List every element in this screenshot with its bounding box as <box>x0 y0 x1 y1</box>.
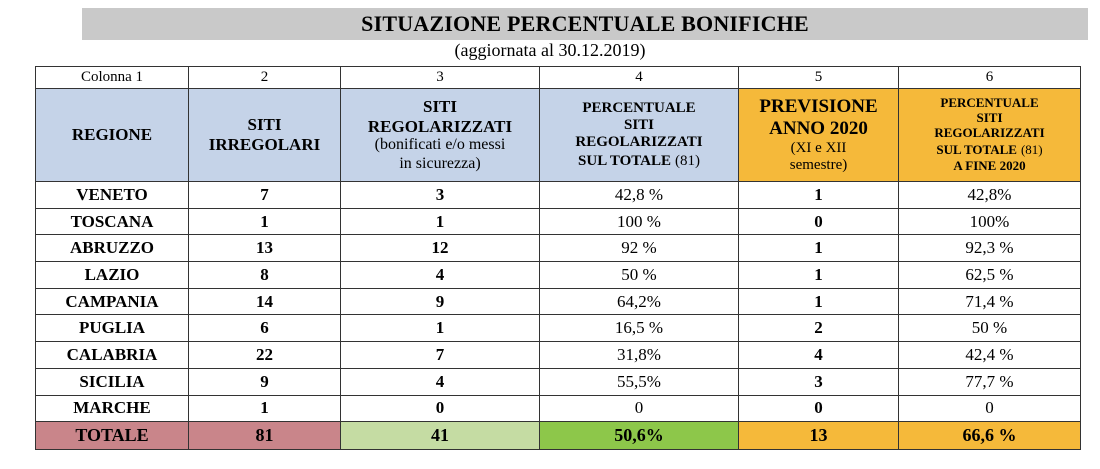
header-line: SITI <box>623 117 655 134</box>
table-row <box>36 262 1081 289</box>
header-line: ANNO 2020 <box>769 117 868 139</box>
header-text: SUL TOTALE <box>936 141 1017 157</box>
header-text: SUL TOTALE <box>578 152 671 169</box>
cell-irregolari: 6 <box>189 315 341 342</box>
cell-previsione: 0 <box>739 208 899 235</box>
cell-regolarizzati: 0 <box>341 395 540 422</box>
table-row <box>36 315 1081 342</box>
cell-fine-2020: 77,7 % <box>899 368 1081 395</box>
total-regolarizzati: 41 <box>341 422 540 450</box>
header-line: SITI <box>976 109 1003 125</box>
header-line <box>899 141 1080 159</box>
cell-irregolari: 1 <box>189 208 341 235</box>
cell-previsione: 1 <box>739 182 899 209</box>
header-line <box>540 152 738 170</box>
header-percentuale <box>540 89 739 182</box>
total-row <box>36 422 1081 450</box>
cell-regione: TOSCANA <box>36 208 189 235</box>
cell-irregolari: 8 <box>189 262 341 289</box>
table-row <box>36 288 1081 315</box>
header-line: IRREGOLARI <box>208 135 321 154</box>
header-siti-regolarizzati <box>341 89 540 182</box>
cell-regione: ABRUZZO <box>36 235 189 262</box>
cell-regione: VENETO <box>36 182 189 209</box>
header-text: (81) <box>674 152 700 169</box>
cell-regione: MARCHE <box>36 395 189 422</box>
cell-previsione: 1 <box>739 262 899 289</box>
column-number-row <box>36 67 1081 89</box>
cell-previsione: 3 <box>739 368 899 395</box>
column-number: 5 <box>739 67 899 89</box>
cell-fine-2020: 71,4 % <box>899 288 1081 315</box>
cell-fine-2020: 50 % <box>899 315 1081 342</box>
cell-fine-2020: 0 <box>899 395 1081 422</box>
column-number: 6 <box>899 67 1081 89</box>
header-siti-irregolari <box>189 89 341 182</box>
column-number: 2 <box>189 67 341 89</box>
header-line: (bonificati e/o messi <box>374 136 506 154</box>
cell-irregolari: 7 <box>189 182 341 209</box>
cell-percentuale: 42,8 % <box>540 182 739 209</box>
header-line: PERCENTUALE <box>582 99 696 116</box>
total-percentuale: 50,6% <box>540 422 739 450</box>
header-line: SITI <box>422 97 458 117</box>
cell-percentuale: 55,5% <box>540 368 739 395</box>
cell-previsione: 0 <box>739 395 899 422</box>
table-row <box>36 208 1081 235</box>
header-text: (81) <box>1020 141 1043 157</box>
cell-fine-2020: 62,5 % <box>899 262 1081 289</box>
header-line: PREVISIONE <box>759 95 878 117</box>
title-bar <box>82 8 1088 40</box>
cell-fine-2020: 42,4 % <box>899 342 1081 369</box>
cell-previsione: 1 <box>739 288 899 315</box>
cell-fine-2020: 92,3 % <box>899 235 1081 262</box>
cell-percentuale: 50 % <box>540 262 739 289</box>
column-number: 4 <box>540 67 739 89</box>
table-row <box>36 368 1081 395</box>
cell-regolarizzati: 4 <box>341 368 540 395</box>
total-label: TOTALE <box>36 422 189 450</box>
header-line: REGOLARIZZATI <box>934 124 1045 140</box>
cell-fine-2020: 100% <box>899 208 1081 235</box>
cell-previsione: 2 <box>739 315 899 342</box>
cell-irregolari: 1 <box>189 395 341 422</box>
header-line: A FINE 2020 <box>953 158 1026 174</box>
header-line: REGOLARIZZATI <box>575 134 703 151</box>
cell-fine-2020: 42,8% <box>899 182 1081 209</box>
table-row <box>36 395 1081 422</box>
cell-percentuale: 0 <box>540 395 739 422</box>
header-previsione <box>739 89 899 182</box>
cell-percentuale: 92 % <box>540 235 739 262</box>
cell-regolarizzati: 7 <box>341 342 540 369</box>
cell-previsione: 1 <box>739 235 899 262</box>
cell-percentuale: 31,8% <box>540 342 739 369</box>
cell-percentuale: 64,2% <box>540 288 739 315</box>
cell-regolarizzati: 1 <box>341 315 540 342</box>
cell-regione: PUGLIA <box>36 315 189 342</box>
cell-regione: CAMPANIA <box>36 288 189 315</box>
total-fine-2020: 66,6 % <box>899 422 1081 450</box>
cell-regolarizzati: 1 <box>341 208 540 235</box>
cell-regione: CALABRIA <box>36 342 189 369</box>
total-irregolari: 81 <box>189 422 341 450</box>
cell-regione: SICILIA <box>36 368 189 395</box>
cell-regolarizzati: 3 <box>341 182 540 209</box>
table-row <box>36 182 1081 209</box>
column-number: Colonna 1 <box>36 67 189 89</box>
page-title: SITUAZIONE PERCENTUALE BONIFICHE <box>361 11 809 36</box>
cell-previsione: 4 <box>739 342 899 369</box>
column-number: 3 <box>341 67 540 89</box>
cell-regolarizzati: 12 <box>341 235 540 262</box>
header-line: semestre) <box>789 156 848 173</box>
cell-irregolari: 14 <box>189 288 341 315</box>
cell-percentuale: 100 % <box>540 208 739 235</box>
table-row <box>36 235 1081 262</box>
bonifiche-table <box>35 66 1081 450</box>
page-subtitle: (aggiornata al 30.12.2019) <box>454 40 646 60</box>
cell-regolarizzati: 9 <box>341 288 540 315</box>
header-fine-2020 <box>899 89 1081 182</box>
cell-regolarizzati: 4 <box>341 262 540 289</box>
cell-regione: LAZIO <box>36 262 189 289</box>
header-line: SITI <box>247 115 282 135</box>
header-row <box>36 89 1081 182</box>
header-line: REGIONE <box>71 125 153 145</box>
cell-irregolari: 22 <box>189 342 341 369</box>
header-line: REGOLARIZZATI <box>367 116 513 136</box>
table-row <box>36 342 1081 369</box>
cell-irregolari: 13 <box>189 235 341 262</box>
header-line: PERCENTUALE <box>940 94 1039 110</box>
header-regione <box>36 89 189 182</box>
cell-irregolari: 9 <box>189 368 341 395</box>
header-line: in sicurezza) <box>399 154 481 172</box>
header-line: (XI e XII <box>790 139 847 156</box>
cell-percentuale: 16,5 % <box>540 315 739 342</box>
total-previsione: 13 <box>739 422 899 450</box>
